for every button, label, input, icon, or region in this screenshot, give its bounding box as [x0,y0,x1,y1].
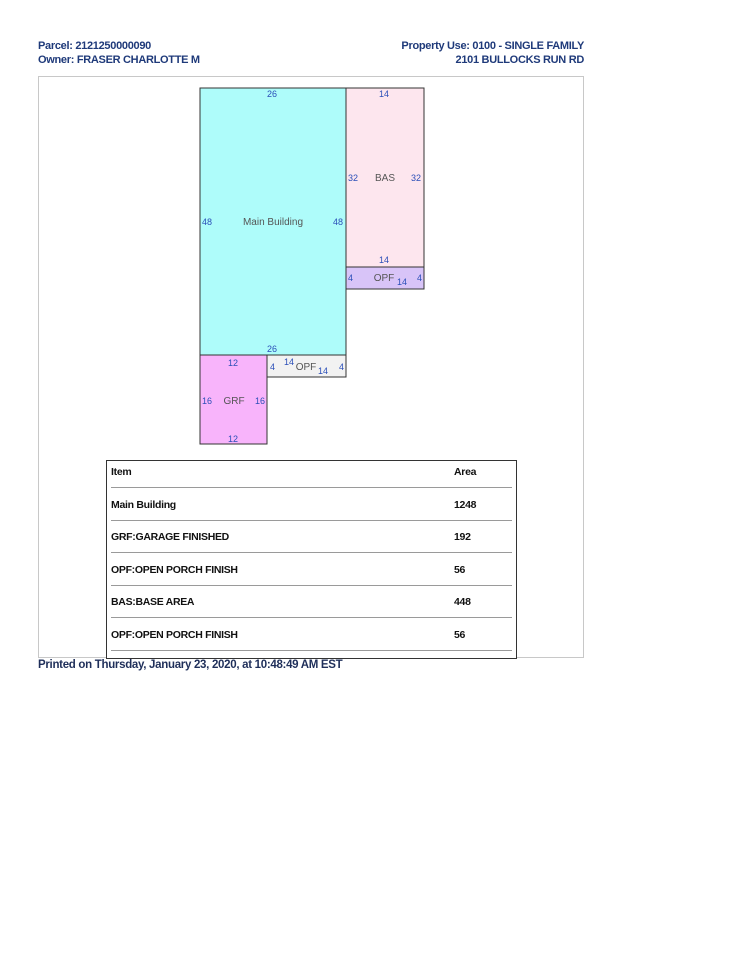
row-area: 56 [454,629,466,641]
bas-label: BAS [374,173,396,184]
printed-timestamp: Printed on Thursday, January 23, 2020, at 10:48:49 AM EST [38,659,343,671]
owner-name: Owner: FRASER CHARLOTTE M [38,54,200,66]
grf-dim-right: 16 [254,396,265,406]
opf-right-dim-left: 4 [348,273,354,283]
main-building-dim-left: 48 [202,217,213,227]
row-item: GRF:GARAGE FINISHED [111,531,229,543]
bas-dim-right: 32 [410,173,421,183]
opf-right-label: OPF [373,273,395,284]
bas-dim-bottom: 14 [378,255,390,265]
opf-right-dim-right: 4 [416,273,422,283]
opf-lower-dim-left: 4 [270,362,276,372]
opf-lower-dim-right: 4 [338,362,344,372]
table-row [111,494,512,521]
bas-dim-left: 32 [348,173,359,183]
grf-dim-left: 16 [202,396,213,406]
table-row [111,559,512,586]
property-use: Property Use: 0100 - SINGLE FAMILY [401,40,584,52]
opf-right-dim-bottom: 14 [396,277,408,287]
grf-label: GRF [223,396,245,407]
grf-dim-top: 12 [227,358,239,368]
table-header [111,461,512,488]
parcel-number: Parcel: 2121250000090 [38,40,151,52]
main-building-dim-bottom: 26 [266,344,278,354]
opf-lower-dim-bottom: 14 [317,366,329,376]
main-building-label: Main Building [242,217,304,228]
row-item: Main Building [111,499,176,511]
row-item: OPF:OPEN PORCH FINISH [111,629,238,641]
row-area: 192 [454,531,471,543]
opf-lower-dim-top: 14 [283,357,295,367]
row-area: 448 [454,596,471,608]
table-row [111,526,512,553]
opf-lower-label: OPF [295,362,317,373]
row-area: 1248 [454,499,477,511]
main-building-dim-right: 48 [332,217,343,227]
property-address: 2101 BULLOCKS RUN RD [455,54,584,66]
row-area: 56 [454,564,466,576]
table-row [111,624,512,651]
grf-dim-bottom: 12 [227,434,239,444]
main-building-dim-top: 26 [266,89,278,99]
table-row [111,591,512,618]
area-table [106,460,517,659]
column-header-area: Area [454,466,477,478]
row-item: OPF:OPEN PORCH FINISH [111,564,238,576]
column-header-item: Item [111,466,132,478]
row-item: BAS:BASE AREA [111,596,195,608]
bas-dim-top: 14 [378,89,390,99]
